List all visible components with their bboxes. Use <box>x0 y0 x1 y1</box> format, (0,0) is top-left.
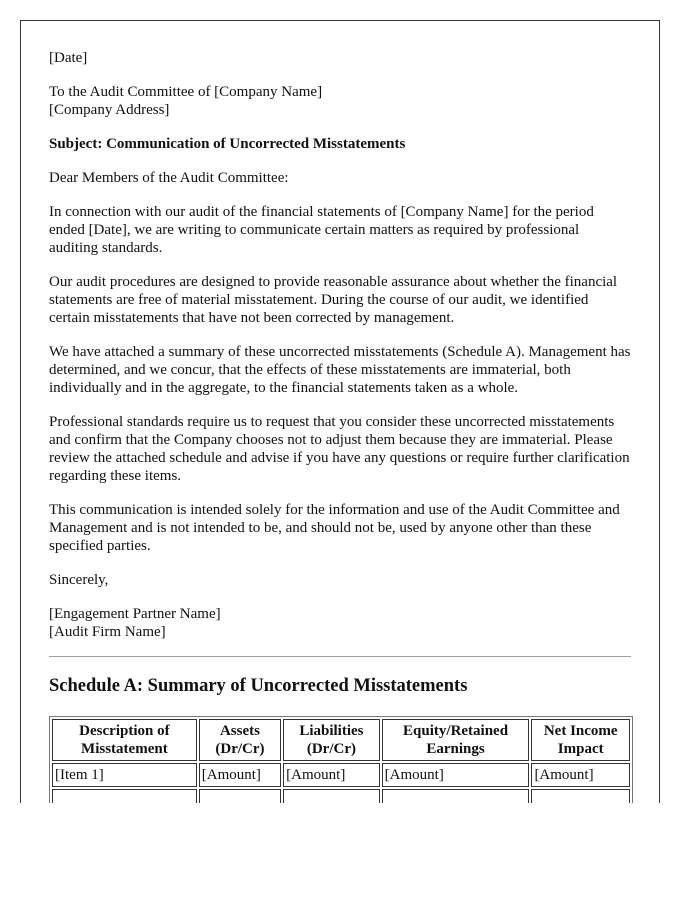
closing: Sincerely, <box>49 572 109 588</box>
cell-net-income: [Amount] <box>531 763 630 787</box>
schedule-title: Schedule A: Summary of Uncorrected Misstatements <box>49 676 468 696</box>
cell-equity <box>382 789 530 803</box>
cell-description <box>52 789 197 803</box>
column-header-assets: Assets (Dr/Cr) <box>199 719 281 761</box>
section-divider <box>49 656 631 657</box>
paragraph-request: Professional standards require us to request that you consider these uncorrected misstatements and confirm that the Company chooses not to adjust them because they are immaterial. Please review the attached schedule and advise if you have any questions or require further clarification regarding these items. <box>49 414 630 484</box>
table-header-row <box>52 719 630 761</box>
firm-name: [Audit Firm Name] <box>49 624 166 640</box>
cell-equity: [Amount] <box>382 763 530 787</box>
cell-assets <box>199 789 281 803</box>
misstatements-table <box>49 716 633 803</box>
paragraph-summary: We have attached a summary of these uncorrected misstatements (Schedule A). Management has determined, and we concur, that the effects of these misstatements are immaterial, both individually and in the aggregate, to the financial statements taken as a whole. <box>49 344 631 396</box>
salutation: Dear Members of the Audit Committee: <box>49 170 289 186</box>
letter-page <box>20 20 660 803</box>
recipient-block <box>49 83 631 119</box>
table-row <box>52 763 630 787</box>
recipient-address: [Company Address] <box>49 102 170 118</box>
cell-assets: [Amount] <box>199 763 281 787</box>
paragraph-restriction: This communication is intended solely for the information and use of the Audit Committee and Management and is not intended to be, and should not be, used by anyone other than these specified parties. <box>49 502 620 554</box>
column-header-equity: Equity/Retained Earnings <box>382 719 530 761</box>
subject-line: Subject: Communication of Uncorrected Misstatements <box>49 136 406 152</box>
letter-date: [Date] <box>49 50 88 66</box>
paragraph-procedures: Our audit procedures are designed to provide reasonable assurance about whether the financial statements are free of material misstatement. During the course of our audit, we identified certain misstatements that have not been corrected by management. <box>49 274 618 326</box>
column-header-liabilities: Liabilities (Dr/Cr) <box>283 719 380 761</box>
recipient-line: To the Audit Committee of [Company Name] <box>49 84 323 100</box>
cell-net-income <box>531 789 630 803</box>
signature-block <box>49 605 631 641</box>
paragraph-intro: In connection with our audit of the financial statements of [Company Name] for the period ended [Date], we are writing to communicate certain matters as required by professional auditing standards. <box>49 204 594 256</box>
cell-liabilities <box>283 789 380 803</box>
cell-liabilities: [Amount] <box>283 763 380 787</box>
cell-description: [Item 1] <box>52 763 197 787</box>
column-header-description: Description of Misstatement <box>52 719 197 761</box>
table-row <box>52 789 630 803</box>
column-header-net-income: Net Income Impact <box>531 719 630 761</box>
partner-name: [Engagement Partner Name] <box>49 606 221 622</box>
